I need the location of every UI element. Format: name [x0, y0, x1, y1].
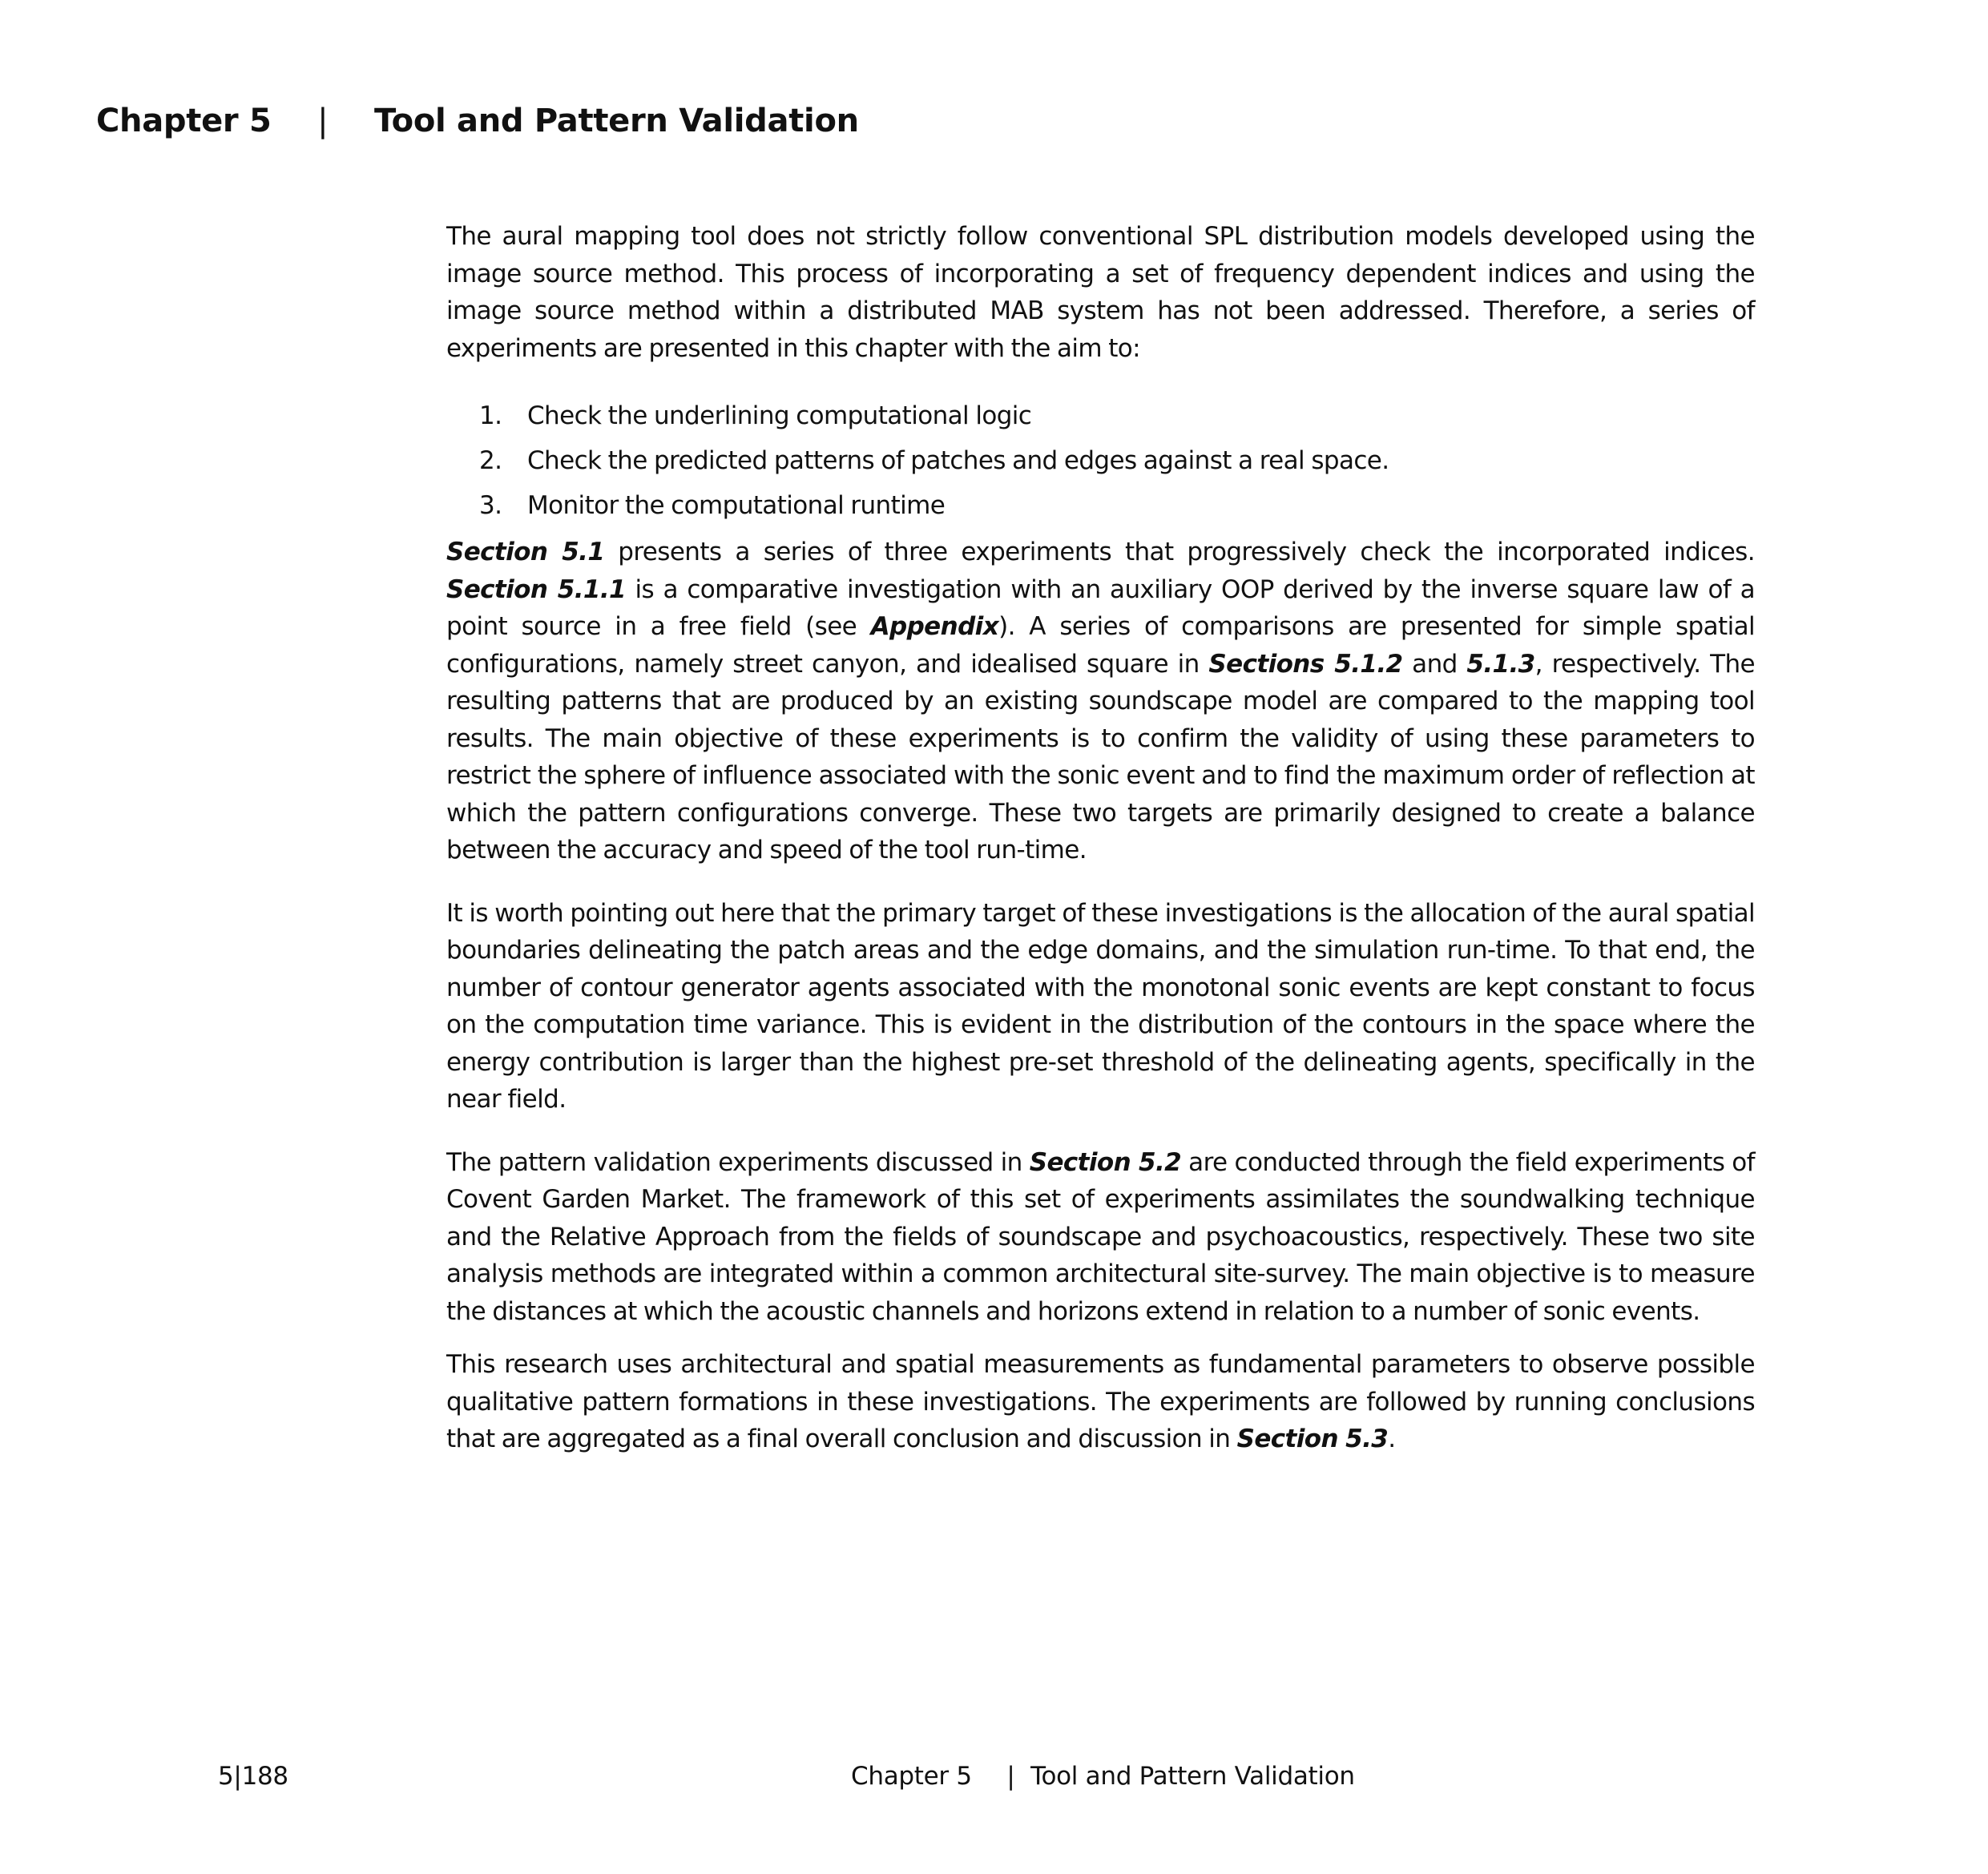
sections-overview-paragraph [446, 534, 1755, 869]
aims-list [446, 397, 1755, 532]
header-title: Tool and Pattern Validation [373, 103, 859, 139]
list-item [446, 397, 1755, 442]
paragraph-text: are conducted through the field experiments of Covent Garden Market. The framework of this set of experiments assimilates the soundwalking technique and the Relative Approach from the fields of soundscape and psychoacoustics, respectively. These two site analysis methods are integrated within a common architectural site-survey. The main objective is to measure the distances at which the acoustic channels and horizons extend in relation to a number of sonic events. [446, 1147, 1755, 1326]
pattern-validation-paragraph [446, 1144, 1755, 1331]
list-text: Check the predicted patterns of patches and edges against a real space. [527, 446, 1389, 475]
main-text-column [446, 218, 1755, 1458]
page-number: 5|188 [218, 1762, 288, 1791]
list-item [446, 487, 1755, 532]
investigation-target-paragraph: It is worth pointing out here that the primary target of these investigations is the allocation of the aural spatial boundaries delineating the patch areas and the edge domains, and the simulation run-time. To that end, the number of contour generator agents associated with the monotonal sonic events are kept constant to focus on the computation time variance. This is evident in the distribution of the contours in the space where the energy contribution is larger than the highest pre-set threshold of the delineating agents, specifically in the near field. [446, 898, 1755, 1114]
section-reference: 5.1.3 [1466, 649, 1535, 679]
section-reference: Section 5.3 [1236, 1425, 1389, 1453]
page-header [96, 103, 859, 139]
list-text: Check the underlining computational logic [527, 401, 1032, 430]
section-reference: Section 5.1 [446, 538, 605, 566]
research-measurements-paragraph [446, 1346, 1755, 1458]
header-chapter: Chapter 5 [96, 103, 272, 139]
paragraph-text: . [1388, 1425, 1396, 1453]
paragraph-text: This research uses architectural and spatial measurements as fundamental parameters to observe possible qualitative pattern formations in these investigations. The experiments are followed by running conclusions that are aggregated as a final overall conclusion and discussion in [446, 1350, 1755, 1453]
list-number: 2. [479, 446, 502, 475]
header-separator: | [317, 103, 329, 139]
paragraph-text: The pattern validation experiments discussed in [446, 1147, 1030, 1177]
paragraph-text: ). A series of comparisons are presented for simple spatial configurations, namely street canyon, and idealised square in [446, 612, 1755, 679]
footer-running-title [851, 1762, 1355, 1791]
list-number: 1. [479, 401, 502, 430]
paragraph-text: presents a series of three experiments that progressively check the incorporated indices. [604, 538, 1755, 566]
intro-paragraph: The aural mapping tool does not strictly follow conventional SPL distribution models developed using the image source method. This process of incorporating a set of frequency dependent indices and using the image source method within a distributed MAB system has not been addressed. Therefore, a series of experiments are presented in this chapter with the aim to: [446, 222, 1755, 363]
paragraph-text: is a comparative investigation with an auxiliary OOP derived by the inverse square law of a point source in a free field (see [446, 574, 1755, 641]
paragraph-text: and [1402, 649, 1467, 679]
section-reference: Sections 5.1.2 [1208, 649, 1403, 679]
footer-chapter: Chapter 5 [851, 1762, 972, 1791]
paragraph-text: , respectively. The resulting patterns that are produced by an existing soundscape model are compared to the mapping tool results. The main objective of these experiments is to confirm the validity of using these parameters to restrict the sphere of influence associated with the sonic event and to find the maximum order of reflection at which the pattern configurations converge. These two targets are primarily designed to create a balance between the accuracy and speed of the tool run-time. [446, 649, 1755, 864]
section-reference: Section 5.2 [1029, 1147, 1182, 1177]
footer-title: Tool and Pattern Validation [1030, 1762, 1355, 1791]
footer-separator: | [1006, 1762, 1015, 1791]
appendix-reference: Appendix [870, 612, 999, 641]
list-text: Monitor the computational runtime [527, 491, 946, 520]
section-reference: Section 5.1.1 [446, 574, 626, 604]
list-item [446, 442, 1755, 487]
list-number: 3. [479, 491, 502, 520]
